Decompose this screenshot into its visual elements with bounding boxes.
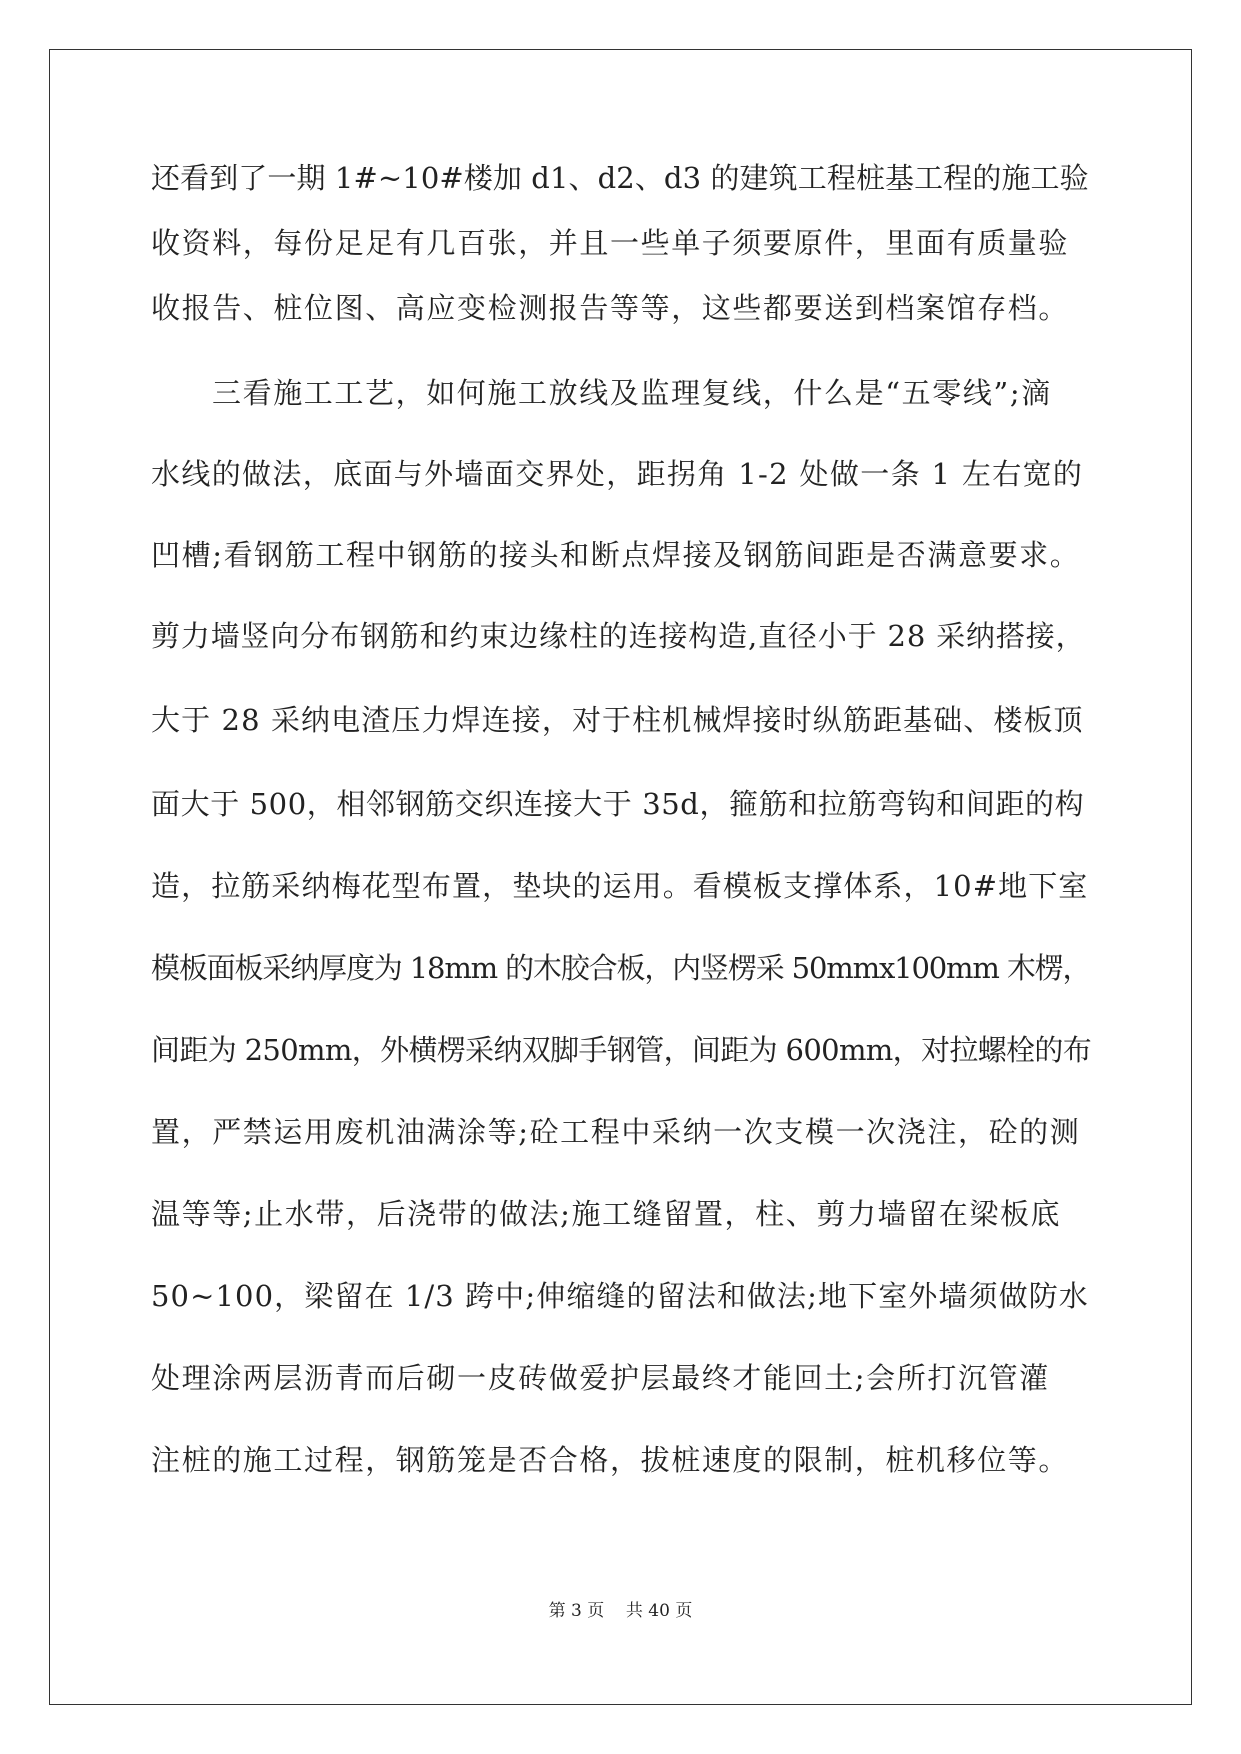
text-line-1: 还看到了一期 1#~10#楼加 d1、d2、d3 的建筑工程桩基工程的施工验 [151, 161, 1089, 195]
text-line-15: 50~100，梁留在 1/3 跨中;伸缩缝的留法和做法;地下室外墙须做防水 [151, 1279, 1089, 1313]
text-line-13: 置，严禁运用废机油满涂等;砼工程中采纳一次支模一次浇注，砼的测 [151, 1115, 1081, 1149]
text-line-3: 收报告、桩位图、高应变检测报告等等，这些都要送到档案馆存档。 [151, 291, 1070, 325]
text-line-11: 模板面板采纳厚度为 18mm 的木胶合板，内竖楞采 50mmx100mm 木楞， [151, 951, 1091, 985]
text-line-17: 注桩的施工过程，钢筋笼是否合格，拔桩速度的限制，桩机移位等。 [151, 1443, 1070, 1477]
text-line-12: 间距为 250mm，外横楞采纳双脚手钢管，间距为 600mm，对拉螺栓的布 [151, 1033, 1092, 1067]
text-line-16: 处理涂两层沥青而后砌一皮砖做爱护层最终才能回土;会所打沉管灌 [151, 1361, 1050, 1395]
page-number: 第 3 页 [548, 1601, 605, 1621]
text-line-2: 收资料，每份足足有几百张，并且一些单子须要原件，里面有质量验 [151, 226, 1070, 260]
text-line-9: 面大于 500，相邻钢筋交织连接大于 35d，箍筋和拉筋弯钩和间距的构 [151, 787, 1085, 821]
text-line-14: 温等等;止水带，后浇带的做法;施工缝留置，柱、剪力墙留在梁板底 [151, 1197, 1062, 1231]
text-line-7: 剪力墙竖向分布钢筋和约束边缘柱的连接构造,直径小于 28 采纳搭接， [151, 619, 1086, 653]
text-line-10: 造，拉筋采纳梅花型布置，垫块的运用。看模板支撑体系，10#地下室 [151, 869, 1089, 903]
text-line-8: 大于 28 采纳电渣压力焊连接，对于柱机械焊接时纵筋距基础、楼板顶 [151, 703, 1084, 737]
text-line-4: 三看施工工艺，如何施工放线及监理复线，什么是“五零线”;滴 [212, 376, 1052, 410]
page-total: 共 40 页 [625, 1601, 693, 1621]
page-footer [0, 1596, 1241, 1621]
text-line-5: 水线的做法，底面与外墙面交界处，距拐角 1-2 处做一条 1 左右宽的 [151, 457, 1084, 491]
text-line-6: 凹槽;看钢筋工程中钢筋的接头和断点焊接及钢筋间距是否满意要求。 [151, 538, 1081, 572]
